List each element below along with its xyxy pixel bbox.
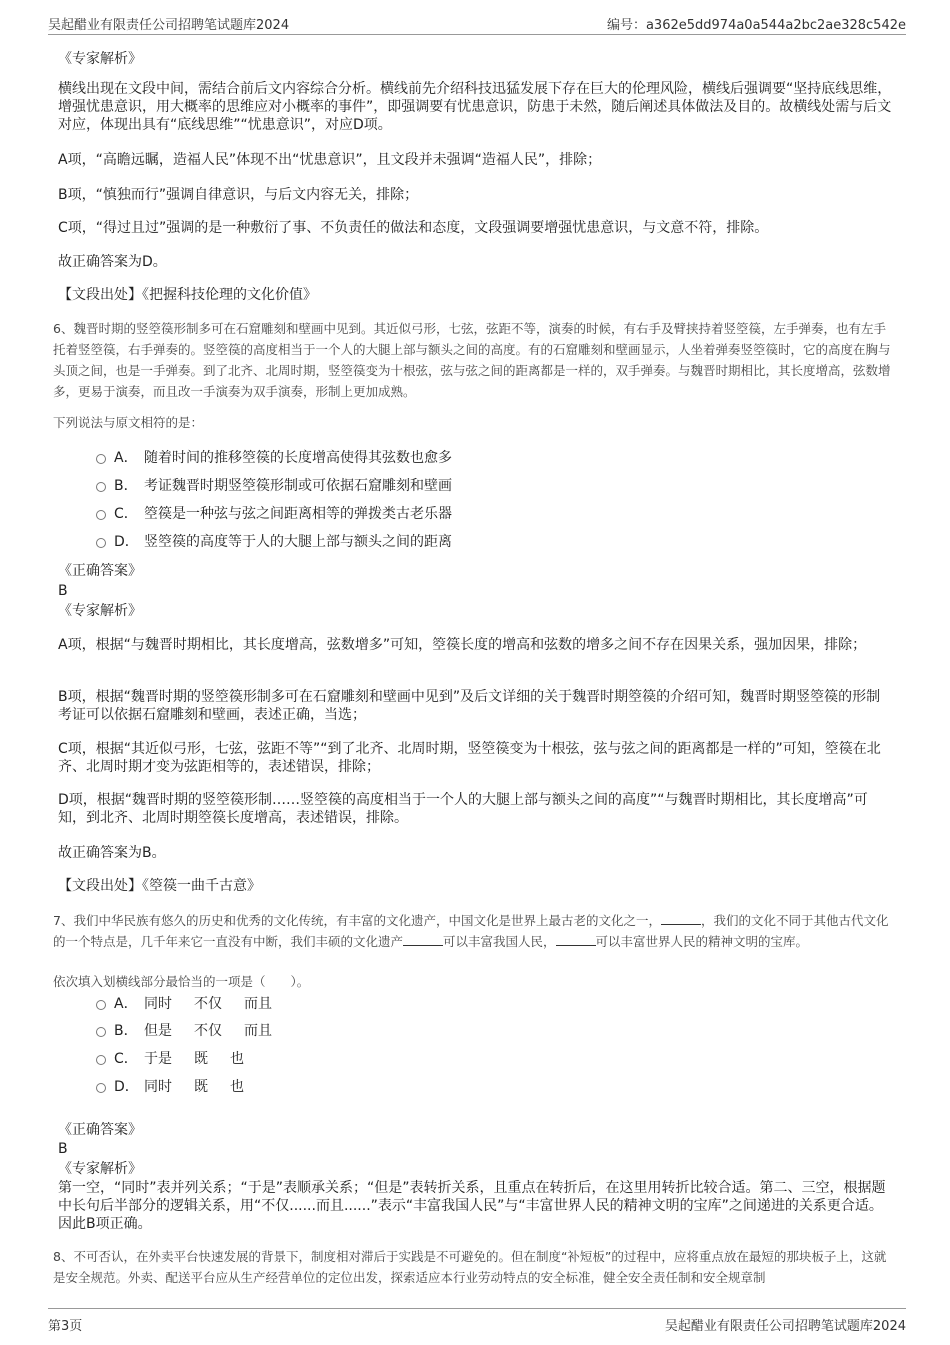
radio-icon[interactable] xyxy=(96,1055,106,1065)
q6-analysis-title: 《专家解析》 xyxy=(58,603,142,619)
q5-source: 【文段出处】《把握科技伦理的文化价值》 xyxy=(58,287,317,303)
q6-stem: 下列说法与原文相符的是： xyxy=(53,415,204,430)
radio-icon[interactable] xyxy=(96,454,106,464)
q5-analysis-option-c: C项，“得过且过”强调的是一种敷衍了事、不负责任的做法和态度，文段强调要增强忧患意识，与文意不符，排除。 xyxy=(58,220,769,236)
q5-analysis-option-a: A项，“高瞻远瞩，造福人民”体现不出“忧患意识”，且文段并未强调“造福人民”，排除； xyxy=(58,152,602,168)
q6-option-d[interactable]: D． 竖箜篌的高度等于人的大腿上部与额头之间的距离 xyxy=(96,533,452,551)
q7-analysis: 第一空，“同时”表并列关系；“于是”表顺承关系；“但是”表转折关系，且重点在转折后，在这里用转折比较合适。第二、三空，根据题中长句后半部分的逻辑关系，用“不仅......而且......”表示“丰富我国人民”与“丰富世界人民的精神文明的宝库”之间递进的关系更合适。因此B项正确。 xyxy=(58,1180,886,1232)
radio-icon[interactable] xyxy=(96,510,106,520)
q7-option-c[interactable]: C． 于是 既 也 xyxy=(96,1050,244,1068)
q6-option-a[interactable]: A． 随着时间的推移箜篌的长度增高使得其弦数也愈多 xyxy=(96,449,452,467)
radio-icon[interactable] xyxy=(96,1000,106,1010)
footer-page-number: 第3页 xyxy=(48,1319,83,1334)
q7-analysis-title: 《专家解析》 xyxy=(58,1161,142,1177)
q6-analysis-option-c: C项，根据“其近似弓形，七弦，弦距不等”“到了北齐、北周时期，竖箜篌变为十根弦，弦与弦之间的距离都是一样的”可知，箜篌在北齐、北周时期才变为弦距相等的，表述错误，排除； xyxy=(58,741,881,775)
q6-answer-title: 《正确答案》 xyxy=(58,563,142,579)
blank-1 xyxy=(661,912,701,925)
q6-answer: B xyxy=(58,583,68,599)
header-code: 编号：a362e5dd974a0a544a2bc2ae328c542e xyxy=(606,18,906,33)
footer-company: 吴起醋业有限责任公司招聘笔试题库2024 xyxy=(664,1319,906,1334)
q6-text: 6、魏晋时期的竖箜篌形制多可在石窟雕刻和壁画中见到。其近似弓形，七弦，弦距不等，演奏的时候，有右手及臂挟持着竖箜篌，左手弹奏，也有左手托着竖箜篌，右手弹奏的。竖箜篌的高度相当于一个人的大腿上部与额头之间的高度。有的石窟雕刻和壁画显示，人坐着弹奏竖箜篌时，它的高度在胸与头顶之间，也是一手弹奏。到了北齐、北周时期，竖箜篌变为十根弦，弦与弦之间的距离都是一样的，双手弹奏。与魏晋时期相比，其长度增高，弦数增多，更易于演奏，而且改一手演奏为双手演奏，形制上更加成熟。 xyxy=(53,321,891,399)
header-company: 吴起醋业有限责任公司招聘笔试题库2024 xyxy=(48,18,290,33)
radio-icon[interactable] xyxy=(96,538,106,548)
q5-conclusion: 故正确答案为D。 xyxy=(58,254,167,270)
q7-option-b[interactable]: B． 但是 不仅 而且 xyxy=(96,1022,272,1040)
q7-option-a[interactable]: A． 同时 不仅 而且 xyxy=(96,995,272,1013)
q6-analysis-option-d: D项，根据“魏晋时期的竖箜篌形制……竖箜篌的高度相当于一个人的大腿上部与额头之间的高度”“与魏晋时期相比，其长度增高”可知，到北齐、北周时期箜篌长度增高，表述错误，排除。 xyxy=(58,792,868,826)
q7-stem: 依次填入划横线部分最恰当的一项是（ ）。 xyxy=(53,974,310,989)
page-footer xyxy=(48,1308,906,1333)
q5-analysis-option-b: B项，“慎独而行”强调自律意识，与后文内容无关，排除； xyxy=(58,187,419,203)
q6-option-b[interactable]: B． 考证魏晋时期竖箜篌形制或可依据石窟雕刻和壁画 xyxy=(96,477,452,495)
radio-icon[interactable] xyxy=(96,482,106,492)
q6-analysis-option-a: A项，根据“与魏晋时期相比，其长度增高，弦数增多”可知，箜篌长度的增高和弦数的增多之间不存在因果关系，强加因果，排除； xyxy=(58,637,867,653)
q7-answer-title: 《正确答案》 xyxy=(58,1122,142,1138)
radio-icon[interactable] xyxy=(96,1027,106,1037)
q7-option-d[interactable]: D． 同时 既 也 xyxy=(96,1078,244,1096)
blank-3 xyxy=(556,933,596,946)
q8-text: 8、不可否认，在外卖平台快速发展的背景下，制度相对滞后于实践是不可避免的。但在制度“补短板”的过程中，应将重点放在最短的那块板子上，这就是安全规范。外卖、配送平台应从生产经营单位的定位出发，探索适应本行业劳动特点的安全标准，健全安全责任制和安全规章制 xyxy=(53,1249,887,1285)
page-header xyxy=(48,10,906,35)
blank-2 xyxy=(403,933,443,946)
q5-analysis-title: 《专家解析》 xyxy=(58,51,142,67)
q6-analysis-option-b: B项，根据“魏晋时期的竖箜篌形制多可在石窟雕刻和壁画中见到”及后文详细的关于魏晋时期箜篌的介绍可知，魏晋时期竖箜篌的形制考证可以依据石窟雕刻和壁画，表述正确，当选； xyxy=(58,689,881,723)
q6-option-c[interactable]: C． 箜篌是一种弦与弦之间距离相等的弹拨类古老乐器 xyxy=(96,505,452,523)
q5-analysis-p1: 横线出现在文段中间，需结合前后文内容综合分析。横线前先介绍科技迅猛发展下存在巨大的伦理风险，横线后强调要“坚持底线思维，增强忧患意识，用大概率的思维应对小概率的事件”，即强调要有忧患意识，防患于未然，随后阐述具体做法及目的。故横线处需与后文对应，体现出具有“底线思维”“忧患意识”，对应D项。 xyxy=(58,81,892,133)
q7-text: 7、我们中华民族有悠久的历史和优秀的文化传统，有丰富的文化遗产，中国文化是世界上最古老的文化之一， ，我们的文化不同于其他古代文化的一个特点是，几千年来它一直没有中断，我们丰硕的文化遗产 可以丰富我国人民， 可以丰富世界人民的精神文明的宝库。 xyxy=(53,913,889,949)
q6-source: 【文段出处】《箜篌一曲千古意》 xyxy=(58,878,261,894)
radio-icon[interactable] xyxy=(96,1083,106,1093)
q6-conclusion: 故正确答案为B。 xyxy=(58,845,166,861)
q7-answer: B xyxy=(58,1141,68,1157)
